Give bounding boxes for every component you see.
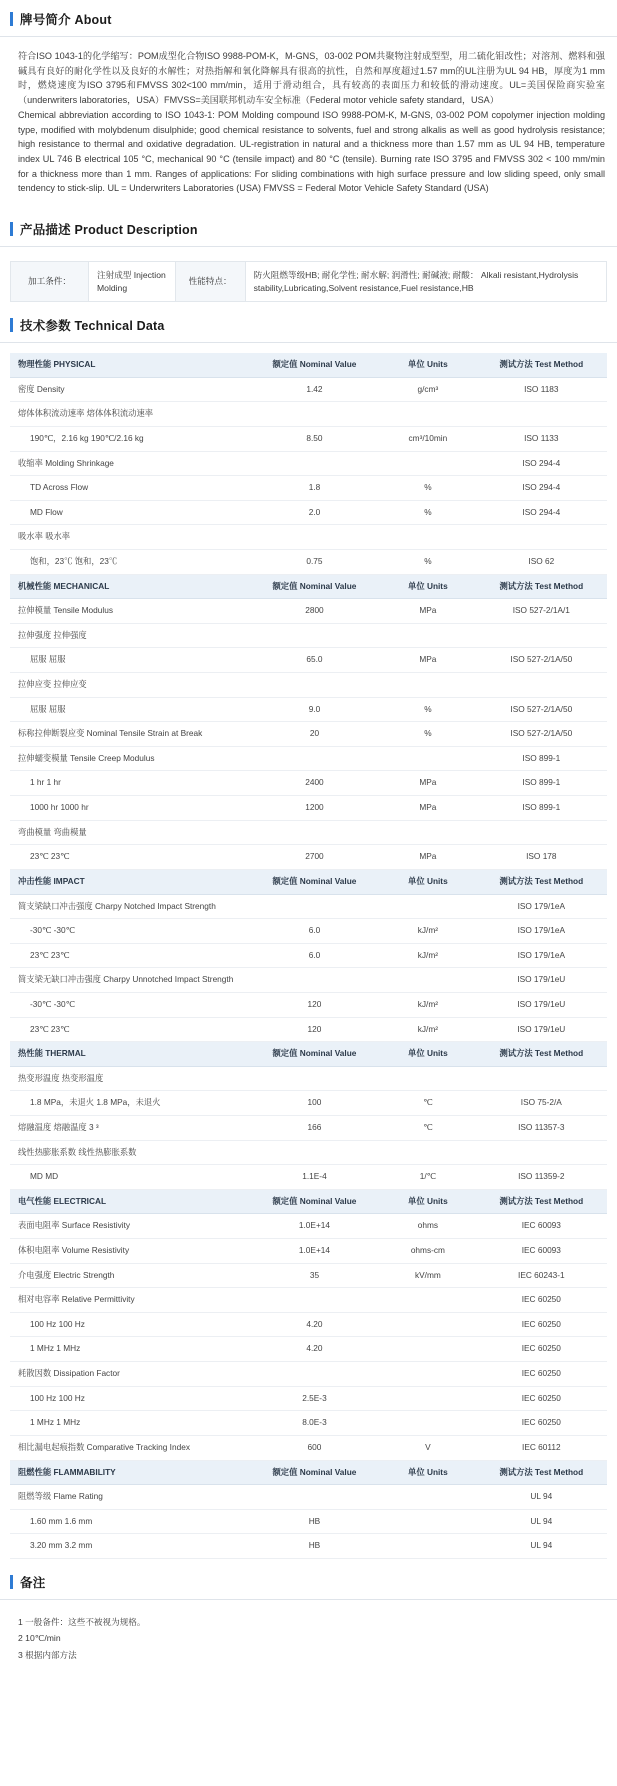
property-unit: % <box>380 549 476 574</box>
property-value: 6.0 <box>249 919 380 944</box>
property-value: 2.5E-3 <box>249 1386 380 1411</box>
notes-content <box>0 1606 617 1663</box>
table-row <box>10 894 607 919</box>
property-name: 简支梁无缺口冲击强度 Charpy Unnotched Impact Strength <box>10 968 249 993</box>
processing-conditions-label: 加工条件： <box>11 262 89 302</box>
property-unit <box>380 1386 476 1411</box>
property-name: 23℃ 23℃ <box>10 1017 249 1042</box>
property-value <box>249 402 380 427</box>
table-row <box>10 796 607 821</box>
table-row <box>10 919 607 944</box>
property-name: 屈服 屈服 <box>10 648 249 673</box>
test-method: ISO 179/1eU <box>476 968 607 993</box>
table-row <box>10 1263 607 1288</box>
property-unit <box>380 1411 476 1436</box>
property-unit <box>380 1534 476 1559</box>
test-method: ISO 178 <box>476 845 607 870</box>
test-method: IEC 60093 <box>476 1239 607 1264</box>
table-row <box>10 1411 607 1436</box>
property-name: 1 MHz 1 MHz <box>10 1411 249 1436</box>
test-method <box>476 1140 607 1165</box>
property-unit <box>380 673 476 698</box>
table-row <box>10 599 607 624</box>
group-method-header: 测试方法 Test Method <box>476 869 607 894</box>
section-accent-bar <box>10 222 13 236</box>
property-unit <box>380 1312 476 1337</box>
table-row <box>10 525 607 550</box>
product-description-content <box>0 253 617 306</box>
table-row <box>10 1386 607 1411</box>
table-row <box>10 1485 607 1510</box>
property-value <box>249 673 380 698</box>
property-value: 120 <box>249 1017 380 1042</box>
table-row <box>10 820 607 845</box>
table-row <box>10 402 607 427</box>
test-method: IEC 60250 <box>476 1386 607 1411</box>
table-row <box>10 1017 607 1042</box>
test-method: ISO 899-1 <box>476 746 607 771</box>
property-value: HB <box>249 1534 380 1559</box>
property-value: 4.20 <box>249 1312 380 1337</box>
table-row <box>10 500 607 525</box>
property-unit <box>380 1140 476 1165</box>
property-unit: cm³/10min <box>380 426 476 451</box>
property-name: 23℃ 23℃ <box>10 943 249 968</box>
property-name: TD Across Flow <box>10 476 249 501</box>
property-name: 190℃，2.16 kg 190℃/2.16 kg <box>10 426 249 451</box>
table-row <box>10 1165 607 1190</box>
test-method: ISO 294-4 <box>476 451 607 476</box>
property-unit: ℃ <box>380 1091 476 1116</box>
group-value-header: 额定值 Nominal Value <box>249 1042 380 1067</box>
table-row <box>10 845 607 870</box>
property-unit: ℃ <box>380 1115 476 1140</box>
property-name: 收缩率 Molding Shrinkage <box>10 451 249 476</box>
test-method: IEC 60112 <box>476 1435 607 1460</box>
property-value <box>249 525 380 550</box>
property-value: 9.0 <box>249 697 380 722</box>
section-title-technical-data: 技术参数 Technical Data <box>20 319 165 334</box>
test-method: ISO 527-2/1A/1 <box>476 599 607 624</box>
test-method-link[interactable]: ISO 62 <box>476 549 607 574</box>
property-unit <box>380 623 476 648</box>
table-row <box>10 943 607 968</box>
property-unit: g/cm³ <box>380 377 476 402</box>
property-unit <box>380 402 476 427</box>
property-name: 1000 hr 1000 hr <box>10 796 249 821</box>
group-value-header: 额定值 Nominal Value <box>249 1189 380 1214</box>
section-title-product-description: 产品描述 Product Description <box>20 223 198 238</box>
group-value-header: 额定值 Nominal Value <box>249 869 380 894</box>
property-name: 100 Hz 100 Hz <box>10 1386 249 1411</box>
test-method: ISO 179/1eU <box>476 1017 607 1042</box>
test-method: ISO 899-1 <box>476 771 607 796</box>
test-method-link[interactable]: UL 94 <box>476 1485 607 1510</box>
property-value: 2800 <box>249 599 380 624</box>
property-unit <box>380 1288 476 1313</box>
property-name: 拉伸强度 拉伸强度 <box>10 623 249 648</box>
property-name: 拉伸蠕变模量 Tensile Creep Modulus <box>10 746 249 771</box>
table-row <box>10 648 607 673</box>
test-method <box>476 525 607 550</box>
product-description-table <box>10 261 607 302</box>
test-method-link[interactable]: UL 94 <box>476 1509 607 1534</box>
property-name: 相比漏电起痕指数 Comparative Tracking Index <box>10 1435 249 1460</box>
property-unit: % <box>380 697 476 722</box>
group-name: 机械性能 MECHANICAL <box>10 574 249 599</box>
table-row <box>10 377 607 402</box>
property-unit: MPa <box>380 648 476 673</box>
property-unit: kV/mm <box>380 1263 476 1288</box>
property-unit: MPa <box>380 599 476 624</box>
test-method: ISO 294-4 <box>476 476 607 501</box>
property-name: 介电强度 Electric Strength <box>10 1263 249 1288</box>
group-unit-header: 单位 Units <box>380 1042 476 1067</box>
property-unit: V <box>380 1435 476 1460</box>
table-row <box>10 1509 607 1534</box>
property-name: 100 Hz 100 Hz <box>10 1312 249 1337</box>
group-name: 物理性能 PHYSICAL <box>10 353 249 377</box>
property-name: 饱和，23℃ 饱和，23℃ <box>10 549 249 574</box>
table-row <box>10 1312 607 1337</box>
property-name: 热变形温度 热变形温度 <box>10 1066 249 1091</box>
group-method-header: 测试方法 Test Method <box>476 1460 607 1485</box>
property-unit: MPa <box>380 845 476 870</box>
processing-conditions-value: 注射成型 Injection Molding <box>89 262 176 302</box>
section-header-about <box>0 0 617 37</box>
test-method: ISO 527-2/1A/50 <box>476 722 607 747</box>
test-method: IEC 60250 <box>476 1411 607 1436</box>
section-header-notes <box>0 1563 617 1600</box>
property-value: 1200 <box>249 796 380 821</box>
property-value <box>249 820 380 845</box>
table-row <box>10 1534 607 1559</box>
group-method-header: 测试方法 Test Method <box>476 1189 607 1214</box>
section-accent-bar <box>10 1575 13 1589</box>
property-name: 拉伸应变 拉伸应变 <box>10 673 249 698</box>
property-name: 阻燃等级 Flame Rating <box>10 1485 249 1510</box>
property-value <box>249 968 380 993</box>
table-row <box>11 262 607 302</box>
section-header-technical-data <box>0 306 617 343</box>
property-name: 1 hr 1 hr <box>10 771 249 796</box>
table-row <box>10 992 607 1017</box>
property-unit: MPa <box>380 771 476 796</box>
property-name: 表面电阻率 Surface Resistivity <box>10 1214 249 1239</box>
property-unit: ohms-cm <box>380 1239 476 1264</box>
technical-group-header <box>10 353 607 377</box>
property-value: 100 <box>249 1091 380 1116</box>
property-name: 线性热膨胀系数 线性热膨胀系数 <box>10 1140 249 1165</box>
property-name: 密度 Density <box>10 377 249 402</box>
table-row <box>10 426 607 451</box>
property-name: 弯曲模量 弯曲模量 <box>10 820 249 845</box>
property-unit <box>380 525 476 550</box>
section-title-about: 牌号简介 About <box>20 13 112 27</box>
table-row <box>10 673 607 698</box>
table-row <box>10 1362 607 1387</box>
table-row <box>10 1140 607 1165</box>
section-accent-bar <box>10 318 13 332</box>
property-unit: % <box>380 722 476 747</box>
test-method: ISO 179/1eA <box>476 919 607 944</box>
test-method-link[interactable]: ISO 1133 <box>476 426 607 451</box>
property-value: 20 <box>249 722 380 747</box>
property-value <box>249 894 380 919</box>
about-paragraph-cn: 符合ISO 1043-1的化学缩写：POM成型化合物ISO 9988-POM-K，M-GNS，03-002 POM共聚物注射成型型，用二硫化钼改性；对溶剂、燃料和强碱具有良好的耐化学性以及良好的水解性；对热指解和氧化降解具有很高的抗性，自然和厚度超过1.57 mm的UL注册为UL 94 HB，厚度为1 mm时，燃烧速度为ISO 3795和FMVSS 302<100 mm/min，适用于滑动组合，具有较高的表面压力和较低的滑动速度。UL=美国保险商实验室（underwriters laboratories，USA）FMVSS=美国联邦机动车安全标准（Federal motor vehicle safety standard，USA） <box>18 51 605 106</box>
table-row <box>10 1066 607 1091</box>
group-unit-header: 单位 Units <box>380 574 476 599</box>
property-name: 熔融温度 熔融温度 3 ³ <box>10 1115 249 1140</box>
property-unit <box>380 1337 476 1362</box>
technical-data-content <box>0 349 617 1563</box>
property-value: 600 <box>249 1435 380 1460</box>
property-unit <box>380 820 476 845</box>
property-value: 0.75 <box>249 549 380 574</box>
property-value: 2700 <box>249 845 380 870</box>
property-name: MD Flow <box>10 500 249 525</box>
property-value <box>249 1140 380 1165</box>
note-item: 1 一般备件：这些不被视为规格。 <box>18 1616 146 1627</box>
table-row <box>10 1435 607 1460</box>
table-row <box>10 1288 607 1313</box>
property-name: 吸水率 吸水率 <box>10 525 249 550</box>
table-row <box>10 476 607 501</box>
property-name: 1.8 MPa，未退火 1.8 MPa，未退火 <box>10 1091 249 1116</box>
test-method: ISO 1183 <box>476 377 607 402</box>
property-name: 23℃ 23℃ <box>10 845 249 870</box>
property-name: -30℃ -30℃ <box>10 992 249 1017</box>
test-method <box>476 820 607 845</box>
group-value-header: 额定值 Nominal Value <box>249 353 380 377</box>
section-header-product-description <box>0 210 617 247</box>
table-row <box>10 771 607 796</box>
technical-data-table <box>10 353 607 1559</box>
property-value <box>249 746 380 771</box>
test-method: ISO 527-2/1A/50 <box>476 648 607 673</box>
group-value-header: 额定值 Nominal Value <box>249 574 380 599</box>
test-method: IEC 60250 <box>476 1337 607 1362</box>
property-unit <box>380 451 476 476</box>
property-unit <box>380 894 476 919</box>
property-unit <box>380 1485 476 1510</box>
property-name: 熔体体积流动速率 熔体体积流动速率 <box>10 402 249 427</box>
group-unit-header: 单位 Units <box>380 1189 476 1214</box>
property-unit: kJ/m² <box>380 919 476 944</box>
property-unit <box>380 1509 476 1534</box>
test-method-link[interactable]: UL 94 <box>476 1534 607 1559</box>
table-row <box>10 1337 607 1362</box>
property-value: 8.0E-3 <box>249 1411 380 1436</box>
property-value: 1.0E+14 <box>249 1239 380 1264</box>
test-method: ISO 179/1eA <box>476 943 607 968</box>
property-name: 耗散因数 Dissipation Factor <box>10 1362 249 1387</box>
group-method-header: 测试方法 Test Method <box>476 353 607 377</box>
property-value <box>249 623 380 648</box>
property-value: 2400 <box>249 771 380 796</box>
about-paragraph-en: Chemical abbreviation according to ISO 1043-1: POM Molding compound ISO 9988-POM-K, M-GNS, 03-002 POM copolymer injection molding type, modified with molybdenum disulphide; good chemical resistance to solvents, fuel and strong alkalis as well as good hydrolysis resistance; high resistance to thermal and oxidative degradation. UL-registration in natural and a thickness more than 1.57 mm as UL 94 HB, temperature index UL 746 B electrical 105 °C, mechanical 90 °C (tensile impact) and 80 °C (tensile). Burning rate ISO 3795 and FMVSS 302 < 100 mm/min for a thickness more than 1 mm. Ranges of applications: For sliding combinations with high surface pressure and low sliding speed, only small tendency to stick-slip. UL = Underwriters Laboratories (USA) FMVSS = Federal Motor Vehicle Safety Standard (USA) <box>18 109 605 194</box>
property-value <box>249 1288 380 1313</box>
group-unit-header: 单位 Units <box>380 1460 476 1485</box>
test-method-link[interactable]: ISO 11357-3 <box>476 1115 607 1140</box>
group-method-header: 测试方法 Test Method <box>476 574 607 599</box>
property-unit: kJ/m² <box>380 1017 476 1042</box>
property-name: MD MD <box>10 1165 249 1190</box>
property-name: 拉伸模量 Tensile Modulus <box>10 599 249 624</box>
test-method <box>476 1066 607 1091</box>
test-method: ISO 899-1 <box>476 796 607 821</box>
test-method: IEC 60093 <box>476 1214 607 1239</box>
property-unit <box>380 746 476 771</box>
performance-features-value: 防火阻燃等级HB; 耐化学性; 耐水解; 润滑性; 耐碱液; 耐酸： Alkali resistant,Hydrolysis stability,Lubricating,Solvent resistance,Fuel resistance,HB <box>245 262 606 302</box>
group-name: 冲击性能 IMPACT <box>10 869 249 894</box>
property-unit <box>380 968 476 993</box>
note-item: 2 10℃/min <box>18 1633 61 1644</box>
technical-group-header <box>10 1460 607 1485</box>
property-value: HB <box>249 1509 380 1534</box>
table-row <box>10 451 607 476</box>
property-name: -30℃ -30℃ <box>10 919 249 944</box>
test-method: ISO 75-2/A <box>476 1091 607 1116</box>
group-name: 热性能 THERMAL <box>10 1042 249 1067</box>
test-method: IEC 60243-1 <box>476 1263 607 1288</box>
property-name: 标称拉伸断裂应变 Nominal Tensile Strain at Break <box>10 722 249 747</box>
section-accent-bar <box>10 12 13 26</box>
property-name: 1 MHz 1 MHz <box>10 1337 249 1362</box>
test-method <box>476 402 607 427</box>
property-value: 120 <box>249 992 380 1017</box>
test-method: ISO 11359-2 <box>476 1165 607 1190</box>
group-name: 阻燃性能 FLAMMABILITY <box>10 1460 249 1485</box>
property-unit <box>380 1066 476 1091</box>
performance-features-label: 性能特点： <box>175 262 245 302</box>
technical-group-header <box>10 574 607 599</box>
property-value: 35 <box>249 1263 380 1288</box>
property-value: 1.8 <box>249 476 380 501</box>
group-method-header: 测试方法 Test Method <box>476 1042 607 1067</box>
property-value: 1.0E+14 <box>249 1214 380 1239</box>
table-row <box>10 1115 607 1140</box>
technical-group-header <box>10 1189 607 1214</box>
group-unit-header: 单位 Units <box>380 869 476 894</box>
property-value <box>249 1362 380 1387</box>
property-unit: % <box>380 476 476 501</box>
table-row <box>10 623 607 648</box>
property-value: 2.0 <box>249 500 380 525</box>
about-content <box>0 43 617 210</box>
table-row <box>10 746 607 771</box>
test-method: ISO 527-2/1A/50 <box>476 697 607 722</box>
property-value: 6.0 <box>249 943 380 968</box>
property-unit: kJ/m² <box>380 943 476 968</box>
property-unit: 1/℃ <box>380 1165 476 1190</box>
test-method: ISO 179/1eU <box>476 992 607 1017</box>
property-value <box>249 1066 380 1091</box>
property-unit: MPa <box>380 796 476 821</box>
table-row <box>10 697 607 722</box>
test-method: ISO 294-4 <box>476 500 607 525</box>
property-name: 3.20 mm 3.2 mm <box>10 1534 249 1559</box>
property-value: 65.0 <box>249 648 380 673</box>
property-name: 简支梁缺口冲击强度 Charpy Notched Impact Strength <box>10 894 249 919</box>
note-item: 3 根据内部方法 <box>18 1649 77 1660</box>
test-method <box>476 623 607 648</box>
property-unit <box>380 1362 476 1387</box>
property-value <box>249 451 380 476</box>
property-name: 屈服 屈服 <box>10 697 249 722</box>
property-value: 8.50 <box>249 426 380 451</box>
section-title-notes: 备注 <box>20 1575 46 1590</box>
test-method: IEC 60250 <box>476 1362 607 1387</box>
property-unit: % <box>380 500 476 525</box>
property-value: 1.1E-4 <box>249 1165 380 1190</box>
group-name: 电气性能 ELECTRICAL <box>10 1189 249 1214</box>
table-row <box>10 549 607 574</box>
technical-group-header <box>10 1042 607 1067</box>
property-value <box>249 1485 380 1510</box>
test-method: IEC 60250 <box>476 1288 607 1313</box>
property-value: 166 <box>249 1115 380 1140</box>
group-value-header: 额定值 Nominal Value <box>249 1460 380 1485</box>
property-value: 1.42 <box>249 377 380 402</box>
property-name: 相对电容率 Relative Permittivity <box>10 1288 249 1313</box>
test-method: IEC 60250 <box>476 1312 607 1337</box>
property-name: 1.60 mm 1.6 mm <box>10 1509 249 1534</box>
property-name: 体积电阻率 Volume Resistivity <box>10 1239 249 1264</box>
table-row <box>10 722 607 747</box>
table-row <box>10 1214 607 1239</box>
table-row <box>10 1091 607 1116</box>
group-unit-header: 单位 Units <box>380 353 476 377</box>
test-method <box>476 673 607 698</box>
property-unit: ohms <box>380 1214 476 1239</box>
property-value: 4.20 <box>249 1337 380 1362</box>
property-unit: kJ/m² <box>380 992 476 1017</box>
table-row <box>10 1239 607 1264</box>
technical-group-header <box>10 869 607 894</box>
test-method: ISO 179/1eA <box>476 894 607 919</box>
table-row <box>10 968 607 993</box>
